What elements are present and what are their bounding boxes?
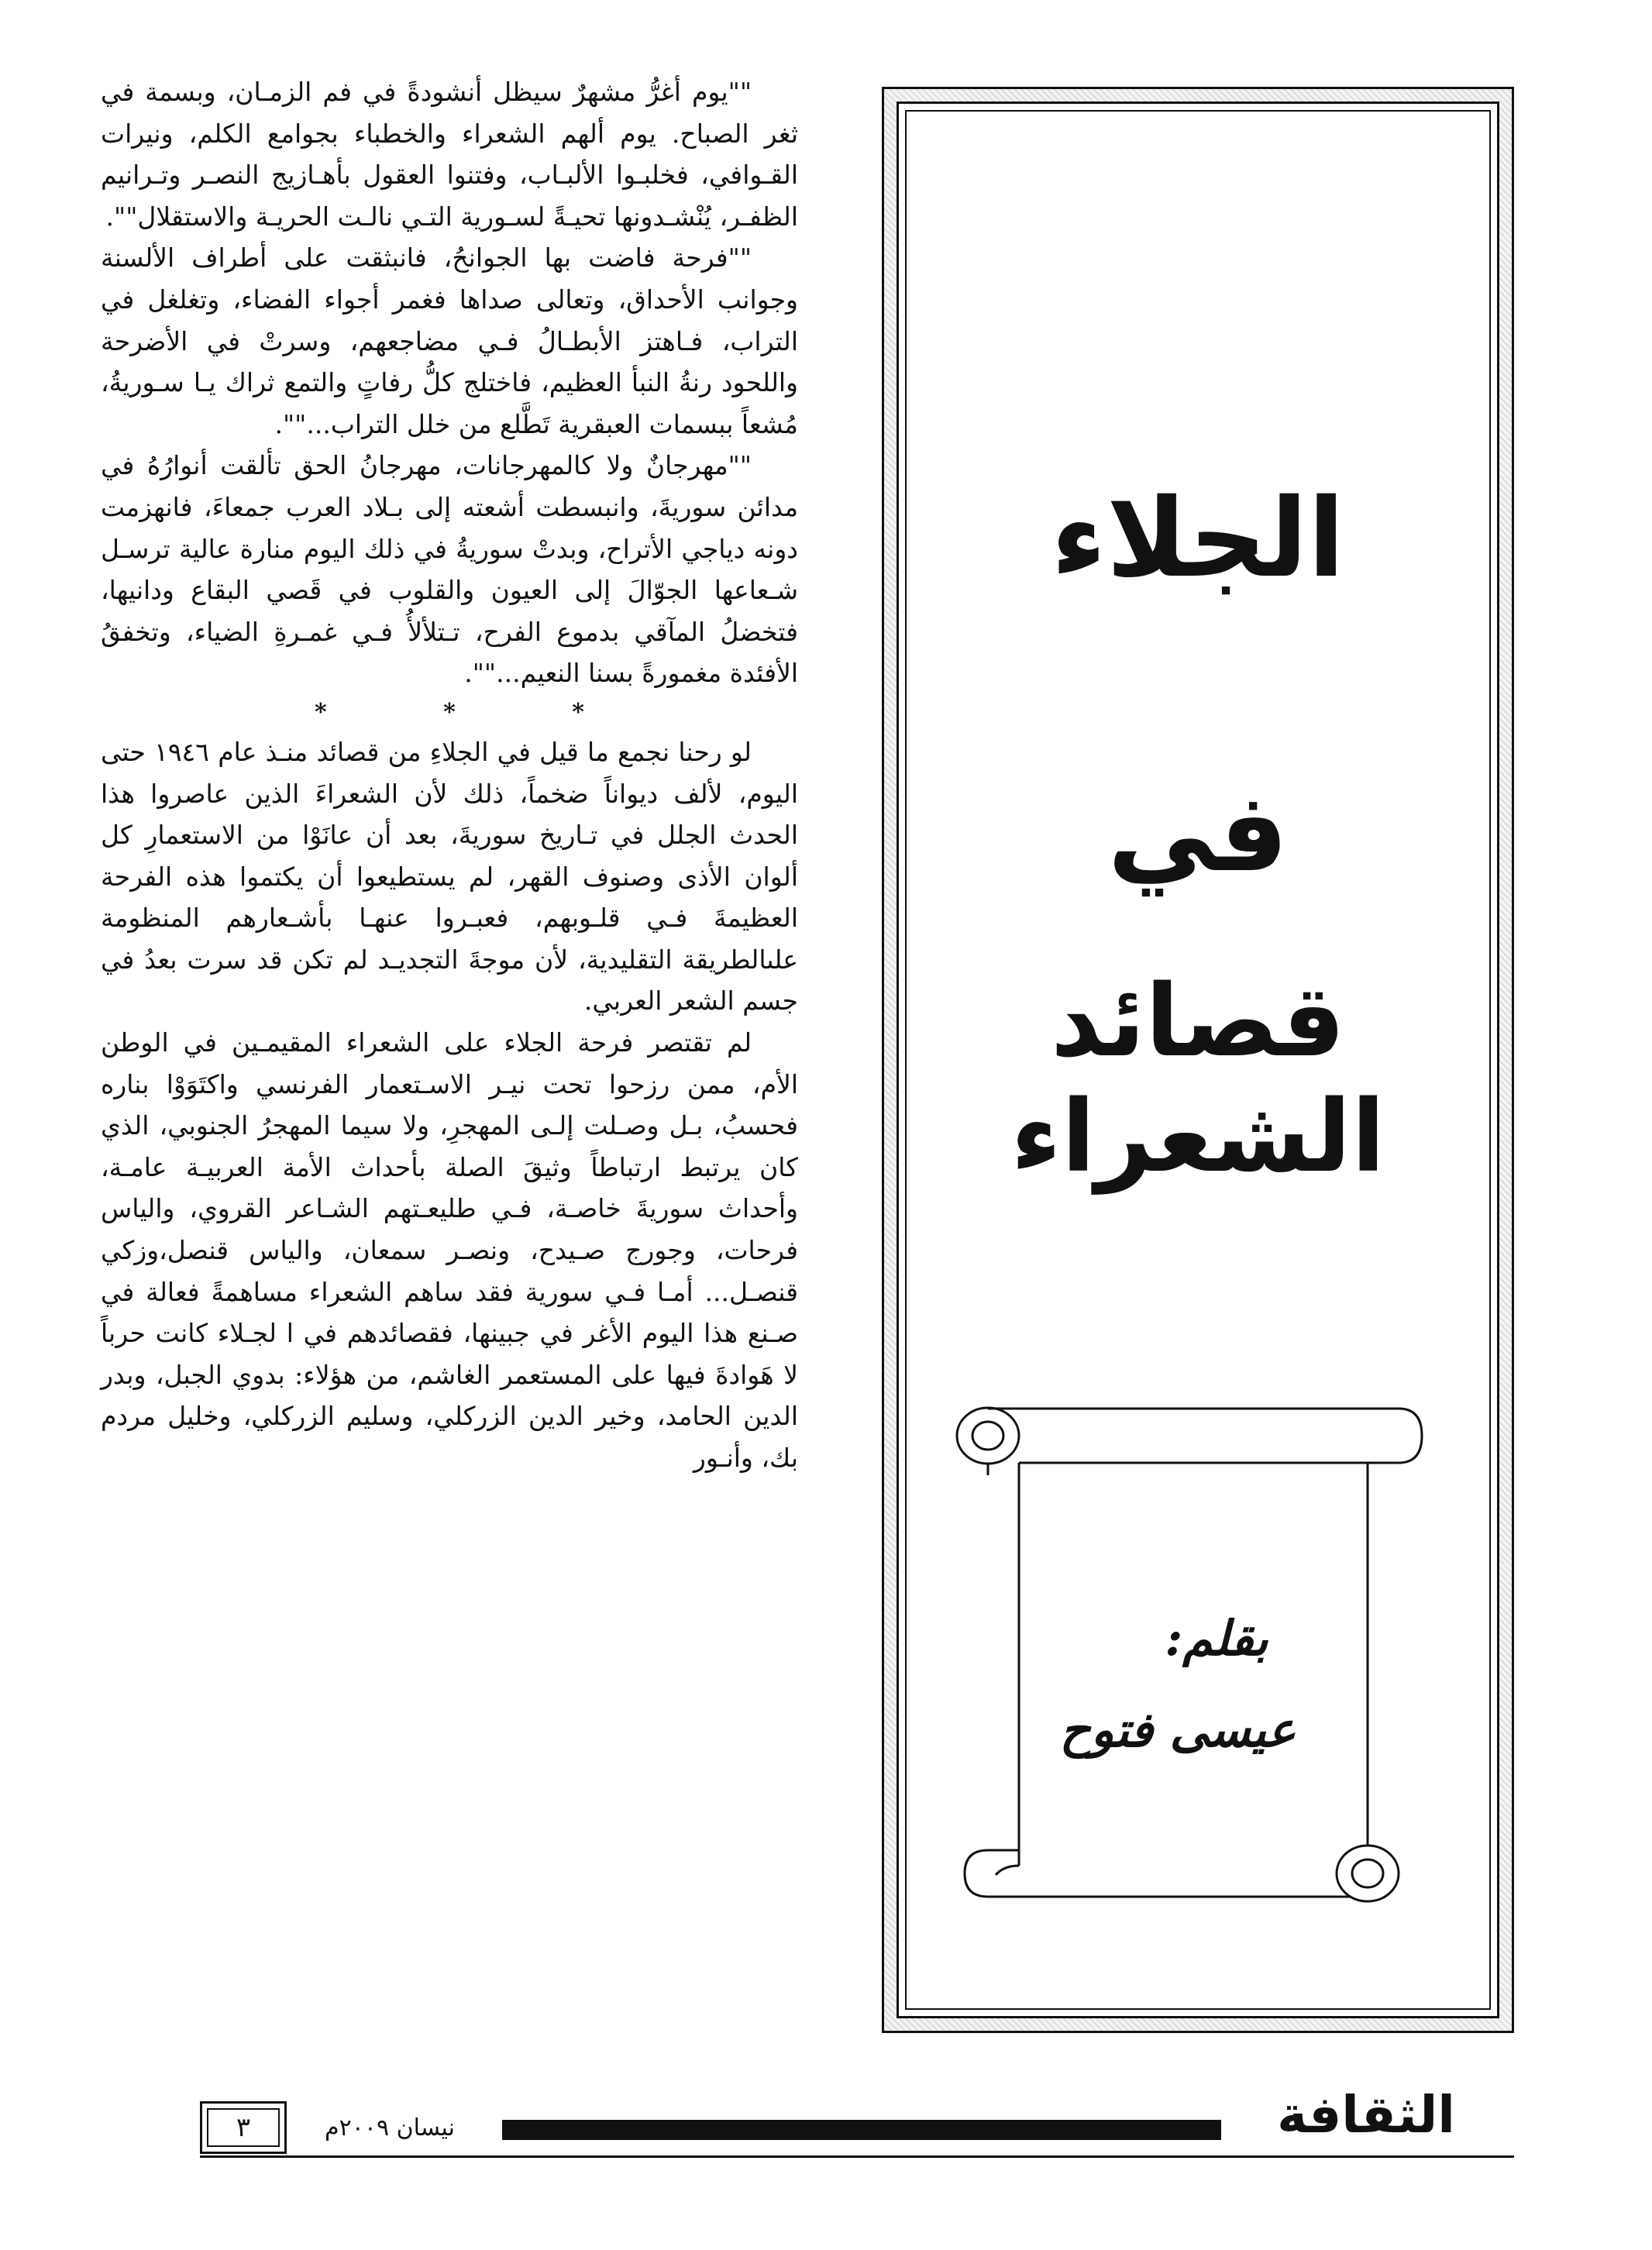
paragraph-4: لو رحنا نجمع ما قيل في الجلاءِ من قصائد منـذ عام ١٩٤٦ حتى اليوم، لألف ديواناً ضخماً، ذلك لأن الشعراءَ الذين عاصروا هذا الحدث الجلل في تـاريخ سوريةَ، بعد أن عانَوْا من الاستعمارِ كل ألوان الأذى وصنوف القهر، لم يستطيعوا أن يكتموا هذه الفرحة العظيمةَ فـي قلـوبهم، فعبـروا عنهـا بأشـعارهم المنظومة علىالطريقة التقليدية، لأن موجةَ التجديـد لم تكن قد سرت بعدُ في جسم الشعر العربي. bbox=[101, 736, 798, 1017]
magazine-logo: الثقافة bbox=[1277, 2085, 1455, 2145]
paragraph-5: لم تقتصر فرحة الجلاء على الشعراء المقيمـين في الوطن الأم، ممن رزحوا تحت نيـر الاسـتعمار الفرنسي واكتَوَوْا بناره فحسبُ، بـل وصـلت إلـى المهجرِ، ولا سيما المهجرُ الجنوبي، الذي كان يرتبط ارتباطاً وثيقَ الصلة بأحداث الأمة العربيـة عامـة، وأحداث سوريةَ خاصـة، فـي طليعـتهم الشـاعر القروي، والياس فرحات، وجورج صـيدح، ونصـر سمعان، والياس قنصل،وزكي قنصـل... أمـا فـي سورية فقد ساهم الشعراء مساهمةً فعالة في صـنع هذا اليوم الأغر في جبينها، فقصائدهم في ا لجـلاء كانت حرباً لا هَوادةَ فيها على المستعمر الغاشم، من هؤلاء: بدوي الجبل، وبدر الدين الحامد، وخير الدين الزركلي، وسليم الزركلي، وخليل مردم بك، وأنـور bbox=[101, 1027, 798, 1473]
scroll-illustration bbox=[934, 1401, 1430, 1943]
article-body bbox=[101, 71, 798, 1479]
paragraph-quote-1: ""يوم أغرُّ مشهرٌ سيظل أنشودةً في فم الزمـان، وبسمة في ثغر الصباح. يوم ألهم الشعراء والخطباء بجوامع الكلم، ونيرات القـوافي، فخلبـوا الألبـاب، وفتنوا العقول بأهـازيج النصـر وتـرانيم الظفـر، يُنْشـدونها تحيـةً لسـورية التـي نالـت الحريـة والاستقلال"". bbox=[101, 77, 798, 232]
footer-bar-middle bbox=[502, 2120, 1221, 2140]
paragraph-quote-3: ""مهرجانٌ ولا كالمهرجانات، مهرجانُ الحق تألقت أنوارُهُ في مدائن سوريةَ، وانبسطت أشعته إلى بـلاد العرب جمعاءَ، فانهزمت دونه دياجي الأتراح، وبدتْ سوريةُ في ذلك اليوم منارة عالية ترسـل شـعاعها الجوّالَ إلى العيون والقلوب في قَصي البقاع ودانيها، فتخضلُ المآقي بدموع الفرح، تـتلألأُ فـي غمـرةِ الضياء، وتخفقُ الأفئدة مغمورةً بسنا النعيم..."". bbox=[101, 450, 798, 689]
page-number-box bbox=[200, 2101, 287, 2154]
byline-label: بقلم: bbox=[1165, 1610, 1268, 1667]
section-separator: * * * bbox=[315, 698, 638, 726]
page-number: ٣ bbox=[207, 2108, 280, 2147]
title-line-3: قصائد الشعراء bbox=[1010, 964, 1385, 1195]
footer-rule bbox=[200, 2155, 1514, 2158]
issue-date: نيسان ٢٠٠٩م bbox=[325, 2114, 455, 2142]
title-line-2: في bbox=[1107, 770, 1289, 896]
author-name: عيسى فتوح bbox=[1059, 1701, 1296, 1758]
title-line-1: الجلاء bbox=[1051, 476, 1345, 602]
paragraph-quote-2: ""فرحة فاضت بها الجوانحُ، فانبثقت على أطراف الألسنة وجوانب الأحداق، وتعالى صداها فغمر أجواء الفضاء، وتغلغل في التراب، فـاهتز الأبطـالُ فـي مضاجعهم، وسرتْ في الأضرحة واللحود رنةُ النبأ العظيم، فاختلج كلُّ رفاتٍ والتمع ثراك يـا سـوريةُ، مُشعاً ببسمات العبقرية تَطَّلع من خلل التراب..."". bbox=[101, 243, 798, 439]
